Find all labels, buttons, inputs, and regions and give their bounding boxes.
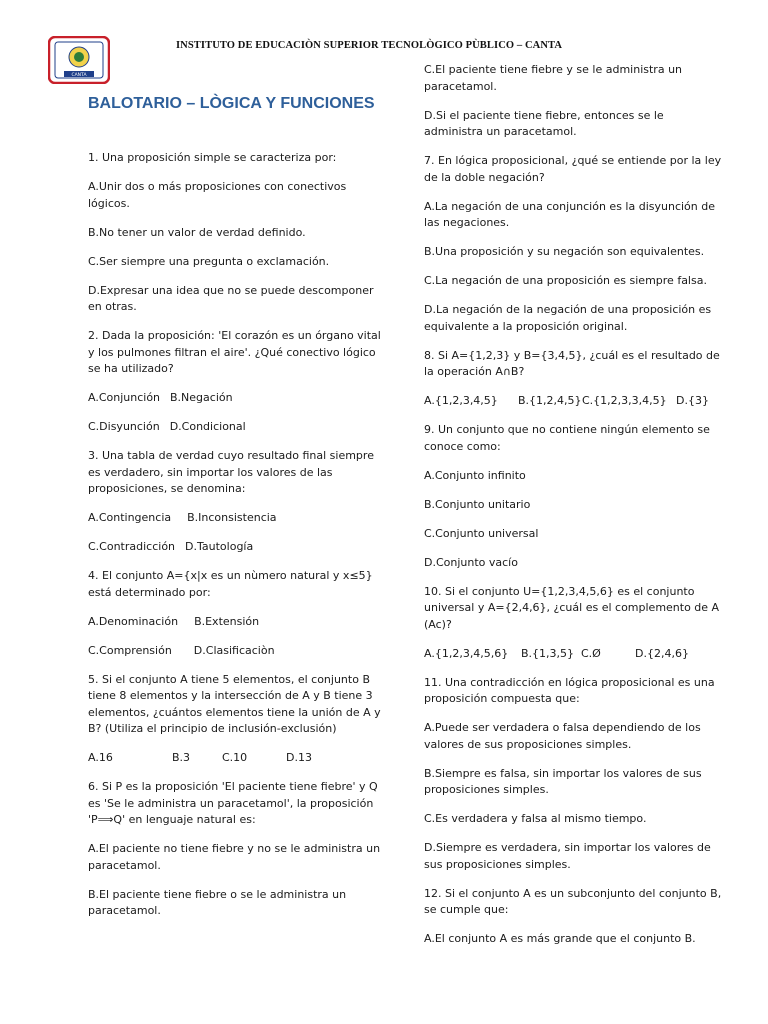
q4-option-a: A.Denominación bbox=[88, 614, 179, 628]
q1-option-c: C.Ser siempre una pregunta o exclamación. bbox=[88, 254, 330, 268]
left-column bbox=[88, 150, 388, 932]
q3-options-row-1 bbox=[88, 510, 388, 527]
institute-logo bbox=[48, 36, 110, 84]
q4-options-row-1 bbox=[88, 614, 388, 631]
q3-options-row-2 bbox=[88, 539, 388, 556]
q8-options bbox=[424, 393, 724, 410]
q2-option-c: C.Disyunción bbox=[88, 420, 160, 433]
question-10: 10. Si el conjunto U={1,2,3,4,5,6} es el conjunto universal y A={2,4,6}, ¿cuál es el complemento de A (Ac)? bbox=[424, 584, 720, 631]
q10-options bbox=[424, 646, 724, 663]
q5-option-b: B.3 bbox=[172, 751, 191, 764]
q9-option-b: B.Conjunto unitario bbox=[424, 497, 531, 511]
q8-option-a: A.{1,2,3,4,5} bbox=[424, 394, 498, 407]
q8-option-d: D.{3} bbox=[676, 394, 709, 407]
q10-option-c: C.Ø bbox=[581, 646, 601, 660]
q8-option-b: B.{1,2,4,5} bbox=[518, 394, 582, 407]
q8-option-c: C.{1,2,3,3,4,5} bbox=[582, 394, 667, 407]
q10-option-a: A.{1,2,3,4,5,6} bbox=[424, 646, 509, 660]
q10-option-d: D.{2,4,6} bbox=[635, 646, 689, 660]
q1-option-a: A.Unir dos o más proposiciones con conectivos lógicos. bbox=[88, 180, 347, 210]
q11-option-a: A.Puede ser verdadera o falsa dependiendo de los valores de sus proposiciones simples. bbox=[424, 721, 701, 751]
q4-option-b: B.Extensión bbox=[194, 614, 260, 628]
q4-options-row-2 bbox=[88, 643, 388, 660]
question-5: 5. Si el conjunto A tiene 5 elementos, el conjunto B tiene 8 elementos y la intersección de A y B tiene 3 elementos, ¿cuántos elementos tiene la unión de A y B? (Utiliza el principio de inclusión-exclusión) bbox=[88, 672, 381, 735]
q9-option-c: C.Conjunto universal bbox=[424, 526, 539, 540]
q5-options bbox=[88, 750, 388, 767]
q7-option-b: B.Una proposición y su negación son equivalentes. bbox=[424, 245, 705, 258]
q2-option-b: B.Negación bbox=[170, 391, 233, 404]
question-8: 8. Si A={1,2,3} y B={3,4,5}, ¿cuál es el resultado de la operación A∩B? bbox=[424, 348, 720, 378]
q3-option-b: B.Inconsistencia bbox=[187, 511, 277, 524]
q7-option-a: A.La negación de una conjunción es la disyunción de las negaciones. bbox=[424, 199, 716, 229]
q3-option-d: D.Tautología bbox=[185, 540, 254, 553]
q6-option-a: A.El paciente no tiene fiebre y no se le administra un paracetamol. bbox=[88, 842, 381, 872]
question-11: 11. Una contradicción en lógica proposicional es una proposición compuesta que: bbox=[424, 675, 715, 705]
question-2: 2. Dada la proposición: 'El corazón es un órgano vital y los pulmones filtran el aire'. ¿Qué conectivo lógico se ha utilizado? bbox=[88, 329, 381, 375]
q2-option-a: A.Conjunción bbox=[88, 391, 161, 404]
q6-option-c: C.El paciente tiene fiebre y se le administra un paracetamol. bbox=[424, 63, 683, 93]
q3-option-a: A.Contingencia bbox=[88, 511, 172, 524]
q5-option-d: D.13 bbox=[286, 751, 312, 764]
q7-option-c: C.La negación de una proposición es siempre falsa. bbox=[424, 274, 707, 287]
question-3: 3. Una tabla de verdad cuyo resultado final siempre es verdadero, sin importar los valores de las proposiciones, se denomina: bbox=[88, 449, 374, 495]
question-4: 4. El conjunto A={x|x es un nùmero natural y x≤5} está determinado por: bbox=[88, 569, 373, 599]
q4-option-c: C.Comprensión bbox=[88, 643, 172, 657]
q10-option-b: B.{1,3,5} bbox=[521, 646, 575, 660]
q2-options-row-1 bbox=[88, 390, 388, 407]
svg-text:CANTA: CANTA bbox=[71, 73, 87, 78]
q7-option-d: D.La negación de la negación de una proposición es equivalente a la proposición original. bbox=[424, 303, 712, 333]
q2-options-row-2 bbox=[88, 419, 388, 436]
document-title: BALOTARIO – LÒGICA Y FUNCIONES bbox=[88, 95, 375, 112]
q2-option-d: D.Condicional bbox=[169, 420, 246, 433]
q3-option-c: C.Contradicción bbox=[88, 540, 176, 553]
right-column bbox=[424, 62, 724, 960]
q6-option-b: B.El paciente tiene fiebre o se le administra un paracetamol. bbox=[88, 887, 347, 917]
question-6: 6. Si P es la proposición 'El paciente tiene fiebre' y Q es 'Se le administra un paracetamol', la proposición 'P⟹Q' en lenguaje natural es: bbox=[88, 780, 378, 826]
q1-option-d: D.Expresar una idea que no se puede descomponer en otras. bbox=[88, 283, 374, 313]
q9-option-a: A.Conjunto infinito bbox=[424, 468, 526, 482]
q12-option-a: A.El conjunto A es más grande que el conjunto B. bbox=[424, 932, 696, 945]
question-7: 7. En lógica proposicional, ¿qué se entiende por la ley de la doble negación? bbox=[424, 154, 722, 184]
q9-option-d: D.Conjunto vacío bbox=[424, 555, 518, 569]
question-1: 1. Una proposición simple se caracteriza por: bbox=[88, 151, 337, 164]
q11-option-c: C.Es verdadera y falsa al mismo tiempo. bbox=[424, 812, 647, 825]
q6-option-d: D.Si el paciente tiene fiebre, entonces se le administra un paracetamol. bbox=[424, 108, 664, 138]
q11-option-b: B.Siempre es falsa, sin importar los valores de sus proposiciones simples. bbox=[424, 766, 702, 796]
question-9: 9. Un conjunto que no contiene ningún elemento se conoce como: bbox=[424, 423, 710, 453]
q5-option-c: C.10 bbox=[222, 751, 248, 764]
q1-option-b: B.No tener un valor de verdad definido. bbox=[88, 225, 306, 239]
q5-option-a: A.16 bbox=[88, 751, 113, 764]
question-12: 12. Si el conjunto A es un subconjunto del conjunto B, se cumple que: bbox=[424, 886, 722, 916]
institution-header: INSTITUTO DE EDUCACIÒN SUPERIOR TECNOLÒGICO PÙBLICO – CANTA bbox=[176, 40, 563, 51]
q11-option-d: D.Siempre es verdadera, sin importar los valores de sus proposiciones simples. bbox=[424, 841, 711, 871]
q4-option-d: D.Clasificaciòn bbox=[193, 643, 275, 657]
